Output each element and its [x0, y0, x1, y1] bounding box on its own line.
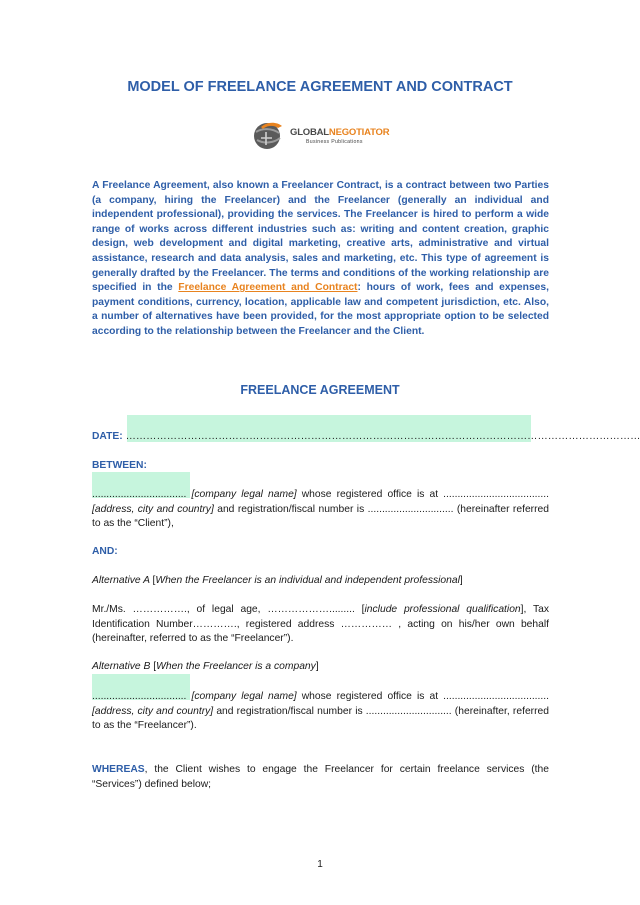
between-label: BETWEEN:: [92, 460, 147, 471]
alternative-b-heading: Alternative B [When the Freelancer is a company]: [92, 661, 319, 672]
globe-logo-icon: [252, 118, 286, 152]
date-field[interactable]: ……………………………………………………………………………………………………………………………………: [125, 431, 640, 442]
logo-wordmark: GLOBALNEGOTIATOR: [290, 127, 390, 138]
client-name-field[interactable]: .................................: [92, 489, 192, 500]
document-title: MODEL OF FREELANCE AGREEMENT AND CONTRACT: [127, 79, 513, 95]
client-party-paragraph: ................................. [company legal name] whose registered office is at ..................................... [address, city and country] and registration/fiscal number is .............................. (hereinafter referred to as the “Client”),: [92, 489, 549, 530]
individual-freelancer-paragraph: Mr./Ms. ……………., of legal age, ………………......... [include professional qualification], Tax Identification Number…………., registered address …………… , acting on his/her own behalf (hereinafter, referred to as the “Freelancer”).: [92, 604, 550, 645]
freelance-agreement-link[interactable]: Freelance Agreement and Contract: [178, 282, 358, 294]
date-line: DATE: ……………………………………………………………………………………………………………………………………: [92, 431, 640, 442]
and-label: AND:: [92, 546, 118, 557]
logo-tagline: Business Publications: [306, 139, 363, 145]
global-negotiator-logo: [252, 118, 392, 152]
intro-paragraph: A Freelance Agreement, also known a Freelancer Contract, is a contract between two Parties (a company, hiring the Freelancer) and the Freelancer (generally an individual and independent professional), providing the services. The Freelancer is hired to perform a wide range of works across different industries such as: writing and content creation, graphic design, web development and digital marketing, creative arts, administrative and virtual assistance, research and data analysis, sales and marketing, etc. This type of agreement is generally drafted by the Freelancer. The terms and conditions of the working relationship are specified in the Freelance Agreement and Contract: hours of work, fees and expenses, payment conditions, currency, location, applicable law and competent jurisdiction, etc. Also, a number of alternatives have been provided, for the most appropriate option to be selected according to the relationship between the Freelancer and the Client.: [92, 180, 549, 337]
agreement-subtitle: FREELANCE AGREEMENT: [240, 383, 400, 397]
whereas-paragraph: WHEREAS, the Client wishes to engage the Freelancer for certain freelance services (the “Services”) defined below;: [92, 764, 549, 790]
page-number: 1: [317, 859, 323, 870]
alternative-a-heading: Alternative A [When the Freelancer is an individual and independent professional]: [92, 575, 463, 586]
freelancer-company-name-field[interactable]: .................................: [92, 691, 192, 702]
company-freelancer-paragraph: ................................. [company legal name] whose registered office is at ..................................... [address, city and country] and registration/fiscal number is .............................. (hereinafter, referred to as the “Freelancer”).: [92, 691, 549, 732]
